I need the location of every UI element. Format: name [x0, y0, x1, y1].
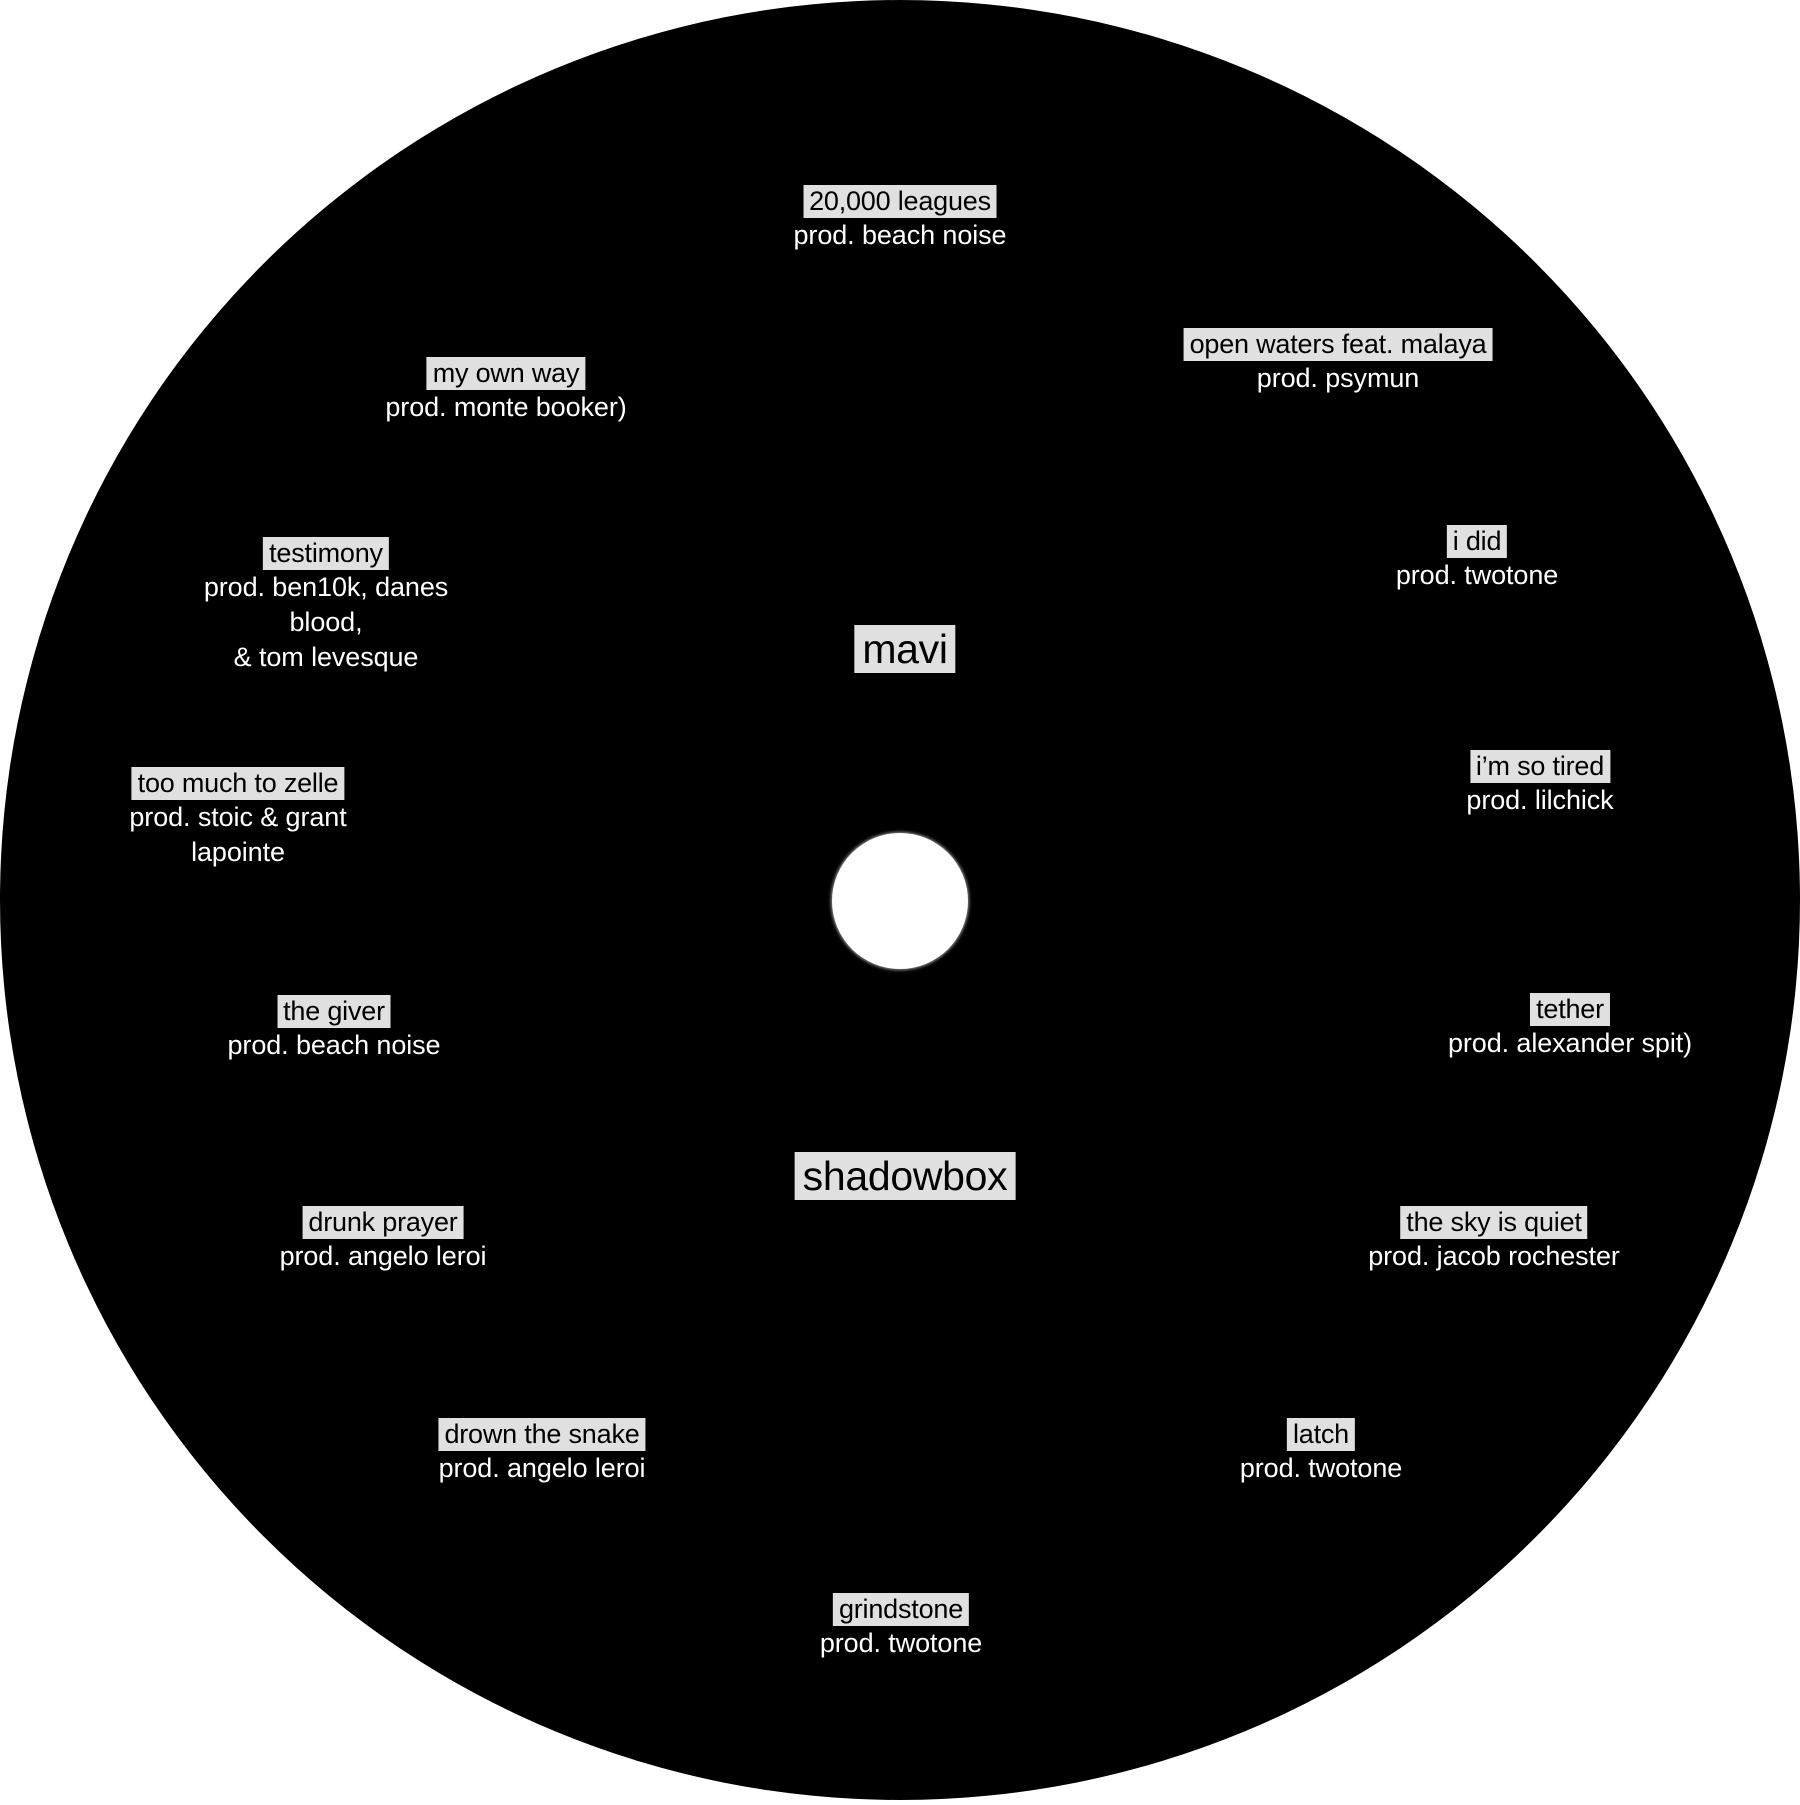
track-producer: prod. twotone: [1395, 560, 1559, 590]
track-title: my own way: [427, 357, 586, 390]
track-producer: prod. jacob rochester: [1368, 1241, 1620, 1271]
track-title: i’m so tired: [1470, 750, 1610, 783]
track-producer: prod. lilchick: [1466, 785, 1614, 815]
track-item: [794, 185, 1007, 253]
track-producer: lapointe: [191, 837, 285, 867]
track-producer: prod. beach noise: [793, 220, 1007, 250]
track-title: too much to zelle: [132, 767, 345, 800]
track-item: [1184, 328, 1493, 396]
track-title: latch: [1287, 1418, 1355, 1451]
track-producer: prod. stoic & grant: [129, 802, 347, 832]
album-label: shadowbox: [795, 1152, 1016, 1200]
track-title: drown the snake: [438, 1418, 645, 1451]
track-item: [820, 1593, 982, 1661]
track-title: grindstone: [833, 1593, 969, 1626]
track-item: [438, 1418, 645, 1486]
track-producer: prod. ben10k, danes: [203, 572, 449, 602]
track-producer: prod. psymun: [1256, 363, 1420, 393]
track-item: [1240, 1418, 1402, 1486]
track-producer: prod. angelo leroi: [279, 1241, 487, 1271]
track-producer: prod. monte booker): [385, 392, 627, 422]
track-title: testimony: [263, 537, 389, 570]
track-title: tether: [1530, 993, 1610, 1026]
artist-label: mavi: [854, 625, 955, 673]
track-item: [280, 1206, 487, 1274]
track-item: [1368, 1206, 1620, 1274]
track-producer: & tom levesque: [233, 642, 419, 672]
track-producer: prod. twotone: [1239, 1453, 1403, 1483]
track-producer: prod. beach noise: [227, 1030, 441, 1060]
track-title: open waters feat. malaya: [1184, 328, 1493, 361]
track-title: the giver: [277, 995, 391, 1028]
track-title: i did: [1447, 525, 1508, 558]
center-hole: [832, 833, 968, 969]
track-title: 20,000 leagues: [803, 185, 997, 218]
track-item: [228, 995, 441, 1063]
track-item: [1396, 525, 1558, 593]
track-item: [129, 767, 346, 870]
track-producer: prod. angelo leroi: [438, 1453, 646, 1483]
track-producer: prod. twotone: [819, 1628, 983, 1658]
track-item: [385, 357, 626, 425]
track-title: drunk prayer: [302, 1206, 463, 1239]
track-item: [1448, 993, 1692, 1061]
track-title: the sky is quiet: [1400, 1206, 1587, 1239]
track-producer: blood,: [289, 607, 363, 637]
track-item: [1466, 750, 1613, 818]
track-item: [204, 537, 448, 675]
track-producer: prod. alexander spit): [1447, 1028, 1693, 1058]
